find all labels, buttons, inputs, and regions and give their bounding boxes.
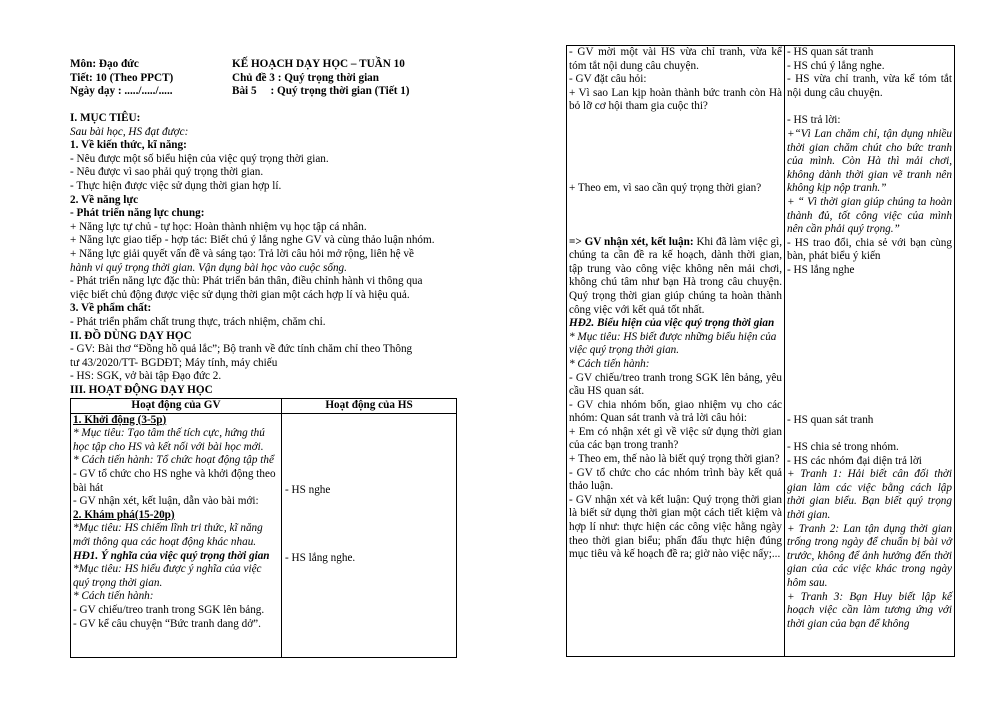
plan-title: KẾ HOẠCH DẠY HỌC – TUẦN 10	[232, 58, 405, 70]
gv-activities	[567, 46, 785, 657]
text-line: 1. Về kiến thức, kĩ năng:	[70, 139, 187, 152]
text-line: I. MỤC TIÊU:	[70, 112, 141, 124]
gv-item: - GV mời một vài HS vừa chỉ tranh, vừa kể tóm tắt nội dung câu chuyện.	[569, 46, 782, 72]
gv-conclusion: => GV nhận xét, kết luận: Khi đã làm việc gì, chúng ta cần đề ra kế hoạch, dành thời gian, tập trung vào công việc không nên mải chơi, không chú tâm như bạn Hà trong câu chuyện. Quý trọng thời gian giúp chúng ta hoàn thành công việc với kết quả tốt nhất.	[569, 235, 782, 316]
text-line: - Nêu được một số biểu hiện của việc quý trọng thời gian.	[70, 152, 329, 165]
text-line: Sau bài học, HS đạt được:	[70, 125, 189, 138]
teaching-date: Ngày dạy : ...../...../.....	[70, 85, 173, 98]
subject: Môn: Đạo đức	[70, 58, 139, 70]
gv-item: - GV chiếu/treo tranh trong SGK lên bảng, yêu cầu HS quan sát.	[569, 371, 782, 398]
hs-activities	[282, 413, 457, 657]
text-line: - Phát triển phẩm chất trung thực, trách nhiệm, chăm chỉ.	[70, 315, 326, 328]
gv-item: HĐ1. Ý nghĩa của việc quý trọng thời gian	[73, 549, 270, 562]
hs-item: - HS lắng nghe.	[285, 551, 356, 564]
text-line: - Nêu được vì sao phải quý trọng thời gian.	[70, 166, 264, 179]
gv-item: - GV tổ chức cho các nhóm trình bày kết quả thảo luận.	[569, 466, 782, 493]
text-line: + Năng lực giải quyết vấn đề và sáng tạo: Trả lời câu hỏi mở rộng, liên hệ về	[70, 247, 414, 260]
gv-item: - GV nhận xét và kết luận: Quý trọng thời gian là biết sử dụng thời gian một cách tiết kiệm và hợp lí như: thực hiện các công việc hằng ngày theo thời gian biểu; phấn đấu thực hiện đúng mục tiêu và kế hoạch đề ra; giờ nào việc nấy;...	[569, 493, 782, 561]
gv-item: - GV đặt câu hỏi:	[569, 73, 647, 86]
gv-item: 2. Khám phá(15-20p)	[73, 508, 175, 521]
activity-table-right	[566, 45, 955, 657]
text-line: 3. Về phẩm chất:	[70, 302, 152, 315]
col-header-hs: Hoạt động của HS	[282, 399, 457, 414]
gv-item: * Mục tiêu: HS biết được những biểu hiện của việc quý trọng thời gian.	[569, 330, 777, 357]
hs-item: + Tranh 1: Hải biết cân đối thời gian làm các việc bằng cách lập thời gian biểu. Bạn biết quý trọng thời gian.	[787, 468, 952, 522]
gv-item: *Mục tiêu: HS hiểu được ý nghĩa của việc quý trọng thời gian.	[73, 563, 262, 589]
gv-item: - GV chiếu/treo tranh trong SGK lên bảng.	[73, 603, 265, 616]
hs-item: - HS vừa chỉ tranh, vừa kể tóm tắt nội dung câu chuyện.	[787, 73, 952, 99]
col-header-gv: Hoạt động của GV	[71, 399, 282, 414]
text-line: - Phát triển năng lực chung:	[70, 207, 205, 220]
text-line: II. ĐỒ DÙNG DẠY HỌC	[70, 329, 192, 342]
text-line: hành vi quý trọng thời gian. Vận dụng bài học vào cuộc sống.	[70, 261, 347, 274]
text-line: - HS: SGK, vở bài tập Đạo đức 2.	[70, 370, 222, 383]
lesson-name: Bài 5 : Quý trọng thời gian (Tiết 1)	[232, 85, 410, 98]
hd2-title: HĐ2. Biểu hiện của việc quý trọng thời gian	[569, 317, 775, 330]
gv-item: - GV nhận xét, kết luận, dẫn vào bài mới:	[73, 495, 259, 508]
hs-item: - HS lắng nghe	[787, 263, 855, 276]
activity-table-left	[70, 398, 457, 658]
lesson-header	[70, 58, 470, 99]
period: Tiết: 10 (Theo PPCT)	[70, 71, 174, 84]
hs-item: +“Vì Lan chăm chỉ, tận dụng nhiều thời gian chăm chút cho bức tranh của mình. Còn Hà thì mải chơi, không dành thời gian vẽ tranh nên không kịp nộp tranh.”	[787, 127, 952, 195]
gv-item: * Mục tiêu: Tạo tâm thế tích cực, hứng thú học tập cho HS và kết nối với bài học mới.	[73, 427, 265, 453]
gv-item: *Mục tiêu: HS chiếm lĩnh tri thức, kĩ năng mới thông qua các hoạt động khác nhau.	[73, 522, 263, 548]
gv-item: + Theo em, thế nào là biết quý trọng thời gian?	[569, 453, 780, 466]
hs-item: + Tranh 3: Bạn Huy biết lập kế hoạch việc cần làm tương ứng với thời gian của bạn để không	[787, 590, 952, 630]
hs-item: + Tranh 2: Lan tận dụng thời gian trống trong ngày để chuẩn bị bài vở trước, không để ảnh hưởng đến thời gian của các việc khác trong ngày hôm sau.	[787, 522, 952, 590]
gv-item: * Cách tiến hành: Tổ chức hoạt động tập thể	[73, 454, 274, 467]
gv-item: + Theo em, vì sao cần quý trọng thời gian?	[569, 181, 762, 194]
text-line: - Phát triển năng lực đặc thù: Phát triển bản thân, điều chỉnh hành vi thông qua	[70, 275, 423, 288]
objectives-section	[70, 112, 460, 397]
hs-item: - HS các nhóm đại diện trả lời	[787, 454, 922, 467]
text-line: + Năng lực giao tiếp - hợp tác: Biết chú ý lắng nghe GV và cùng thảo luận nhóm.	[70, 234, 435, 247]
gv-item: 1. Khởi động (3-5p)	[73, 413, 167, 426]
gv-item: - GV tổ chức cho HS nghe và khởi động theo bài hát	[73, 467, 276, 494]
gv-item: - GV kể câu chuyện “Bức tranh dang dở”.	[73, 617, 261, 630]
text-line: + Năng lực tự chủ - tự học: Hoàn thành nhiệm vụ học tập cá nhân.	[70, 220, 367, 233]
hs-item: + “ Vì thời gian giúp chúng ta hoàn thành đủ, tốt công việc của mình nên cần phải quý trọng.”	[787, 195, 952, 236]
gv-item: + Em có nhận xét gì về việc sử dụng thời gian của các bạn trong tranh?	[569, 425, 782, 452]
gv-item: - GV chia nhóm bốn, giao nhiệm vụ cho các nhóm: Quan sát tranh và trả lời câu hỏi:	[569, 398, 782, 425]
hs-item: - HS chú ý lắng nghe.	[787, 59, 885, 72]
text-line: tư 43/2020/TT- BGDĐT; Máy tính, máy chiếu	[70, 356, 278, 369]
topic: Chủ đề 3 : Quý trọng thời gian	[232, 71, 379, 84]
hs-item: - HS trao đổi, chia sẻ với bạn cùng bàn, phát biểu ý kiến	[787, 236, 952, 263]
text-line: việc biết chủ động được việc sử dụng thời gian một cách hợp lí và hiệu quả.	[70, 288, 410, 301]
hs-item: - HS trả lời:	[787, 114, 841, 127]
gv-item: * Cách tiến hành:	[73, 590, 154, 603]
hs-item: - HS quan sát tranh	[787, 46, 874, 58]
gv-item: * Cách tiến hành:	[569, 357, 650, 370]
text-line: III. HOẠT ĐỘNG DẠY HỌC	[70, 383, 213, 396]
text-line: 2. Về năng lực	[70, 193, 139, 206]
text-line: - GV: Bài thơ “Đồng hồ quả lắc”; Bộ tranh về đức tính chăm chỉ theo Thông	[70, 343, 413, 356]
hs-item: - HS nghe	[285, 483, 331, 496]
gv-item: + Vì sao Lan kịp hoàn thành bức tranh còn Hà bỏ lỡ cơ hội tham gia cuộc thi?	[569, 86, 782, 113]
hs-activities	[785, 46, 955, 657]
hs-item: - HS quan sát tranh	[787, 413, 874, 426]
hs-item: - HS chia sẻ trong nhóm.	[787, 441, 899, 454]
gv-activities	[71, 413, 282, 657]
text-line: - Thực hiện được việc sử dụng thời gian hợp lí.	[70, 179, 282, 192]
